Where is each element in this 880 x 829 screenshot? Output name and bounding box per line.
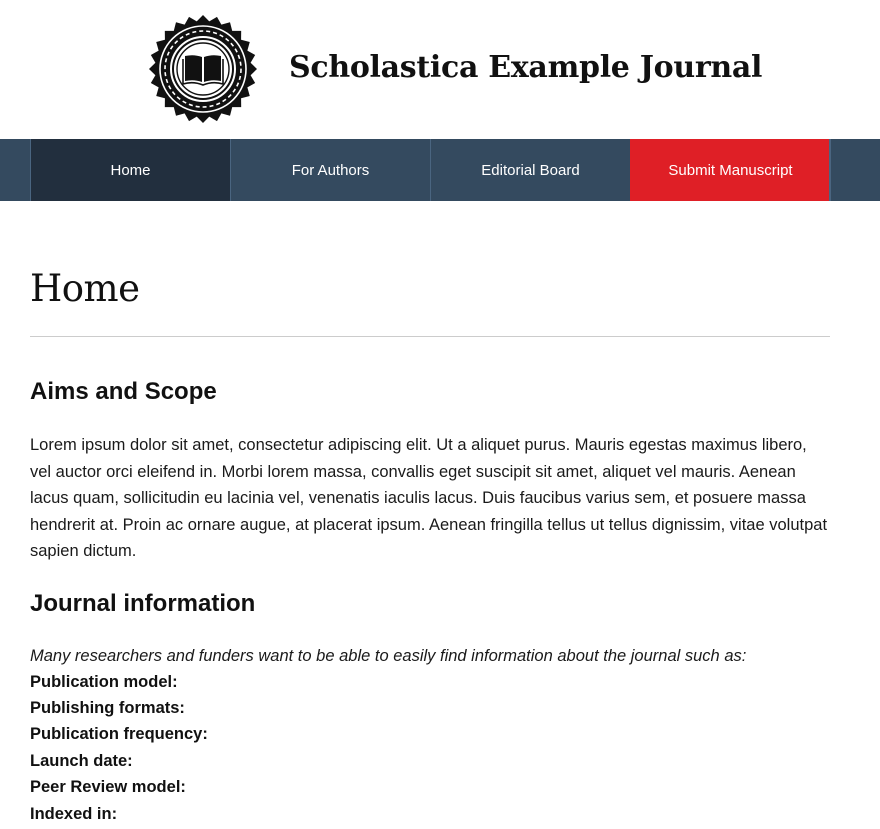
page-title: Home (30, 267, 140, 310)
aims-paragraph: Lorem ipsum dolor sit amet, consectetur adipiscing elit. Ut a aliquet purus. Mauris egestas maximus libero, vel auctor orci eleifend in. Morbi lorem massa, convallis eget suscipit sit amet, aliquet vel mauris. Aenean lacus quam, sollicitudin eu lacinia vel, venenatis iaculis lacus. Duis faucibus varius sem, et posuere massa hendrerit at. Proin ac ornare augue, at placerat ipsum. Aenean fringilla tellus ut tellus dignissim, vitae volutpat sapien dictum. (30, 436, 828, 560)
info-field-publication-frequency: Publication frequency: (30, 725, 208, 744)
site-title[interactable]: Scholastica Example Journal (289, 50, 763, 85)
nav-item-submit-manuscript[interactable]: Submit Manuscript (630, 139, 830, 201)
info-field-publishing-formats: Publishing formats: (30, 698, 185, 717)
nav-item-editorial-board[interactable]: Editorial Board (430, 139, 630, 201)
journal-info-heading: Journal information (30, 589, 256, 617)
main-nav (0, 139, 880, 201)
info-field-launch-date: Launch date: (30, 751, 133, 770)
journal-info-list (30, 669, 830, 827)
nav-divider (829, 139, 831, 201)
title-divider (30, 336, 830, 337)
book-seal-icon[interactable] (148, 14, 258, 124)
info-field-indexed-in: Indexed in: (30, 804, 118, 823)
info-field-peer-review-model: Peer Review model: (30, 778, 186, 797)
journal-info-intro: Many researchers and funders want to be able to easily find information about the journal such as: (30, 646, 747, 665)
info-field-publication-model: Publication model: (30, 672, 178, 691)
main-content (30, 201, 830, 827)
nav-item-for-authors[interactable]: For Authors (230, 139, 430, 201)
aims-heading: Aims and Scope (30, 378, 217, 405)
nav-item-home[interactable]: Home (30, 139, 230, 201)
site-header (0, 0, 880, 139)
